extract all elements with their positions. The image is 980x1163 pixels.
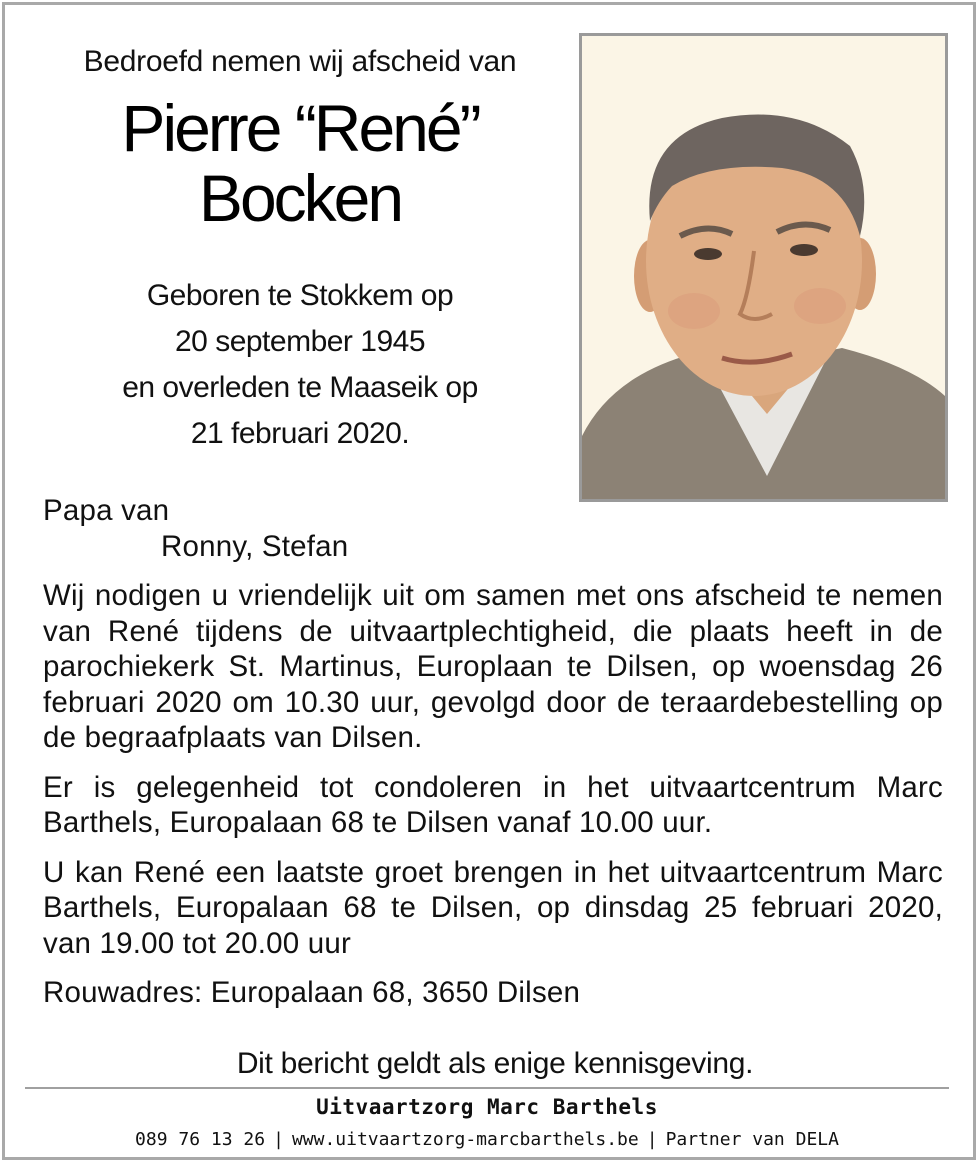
papa-label: Papa van	[43, 494, 170, 527]
portrait-illustration	[582, 36, 945, 499]
footer-contact	[25, 1129, 949, 1150]
death-date: 21 februari 2020.	[190, 417, 410, 450]
notice-text: Dit bericht geldt als enige kennisgeving.	[236, 1047, 754, 1080]
birth-date: 20 september 1945	[174, 325, 425, 358]
portrait-photo	[579, 33, 948, 502]
phone-number: 089 76 13 26	[135, 1129, 266, 1150]
children-names: Ronny, Stefan	[161, 529, 349, 563]
intro-text: Bedroefd nemen wij afscheid van	[83, 45, 517, 78]
life-dates	[45, 273, 555, 457]
mourning-address: Rouwadres: Europalaan 68, 3650 Dilsen	[43, 976, 581, 1009]
deceased-name	[45, 93, 555, 233]
funeral-company-name: Uitvaartzorg Marc Barthels	[316, 1095, 658, 1119]
separator: |	[646, 1129, 658, 1150]
birth-place: Geboren te Stokkem op	[146, 279, 454, 312]
obituary-body	[43, 493, 943, 1011]
footer-divider	[25, 1087, 949, 1089]
death-place: en overleden te Maaseik op	[122, 371, 478, 404]
condolence-paragraph: Er is gelegenheid tot condoleren in het uitvaartcentrum Marc Barthels, Europalaan 68 te Dilsen vanaf 10.00 uur.	[43, 770, 943, 839]
funeral-paragraph: Wij nodigen u vriendelijk uit om samen met ons afscheid te nemen van René tijdens de uitvaartplechtigheid, die plaats heeft in de parochiekerk St. Martinus, Europlaan te Dilsen, op woensdag 26 februari 2020 om 10.30 uur, gevolgd door de teraardebestelling op de begraafplaats van Dilsen.	[43, 579, 943, 754]
separator: |	[273, 1129, 284, 1150]
farewell-paragraph: U kan René een laatste groet brengen in het uitvaartcentrum Marc Barthels, Europalaan 68 te Dilsen, op dinsdag 25 februari 2020, van 19.00 tot 20.00 uur	[43, 855, 943, 960]
obituary-card	[2, 2, 976, 1160]
name-line-first: Pierre “René”	[121, 91, 479, 165]
website-link[interactable]: www.uitvaartzorg-marcbarthels.be	[291, 1129, 639, 1150]
name-line-last: Bocken	[198, 161, 402, 235]
partner-text: Partner van DELA	[665, 1129, 839, 1150]
